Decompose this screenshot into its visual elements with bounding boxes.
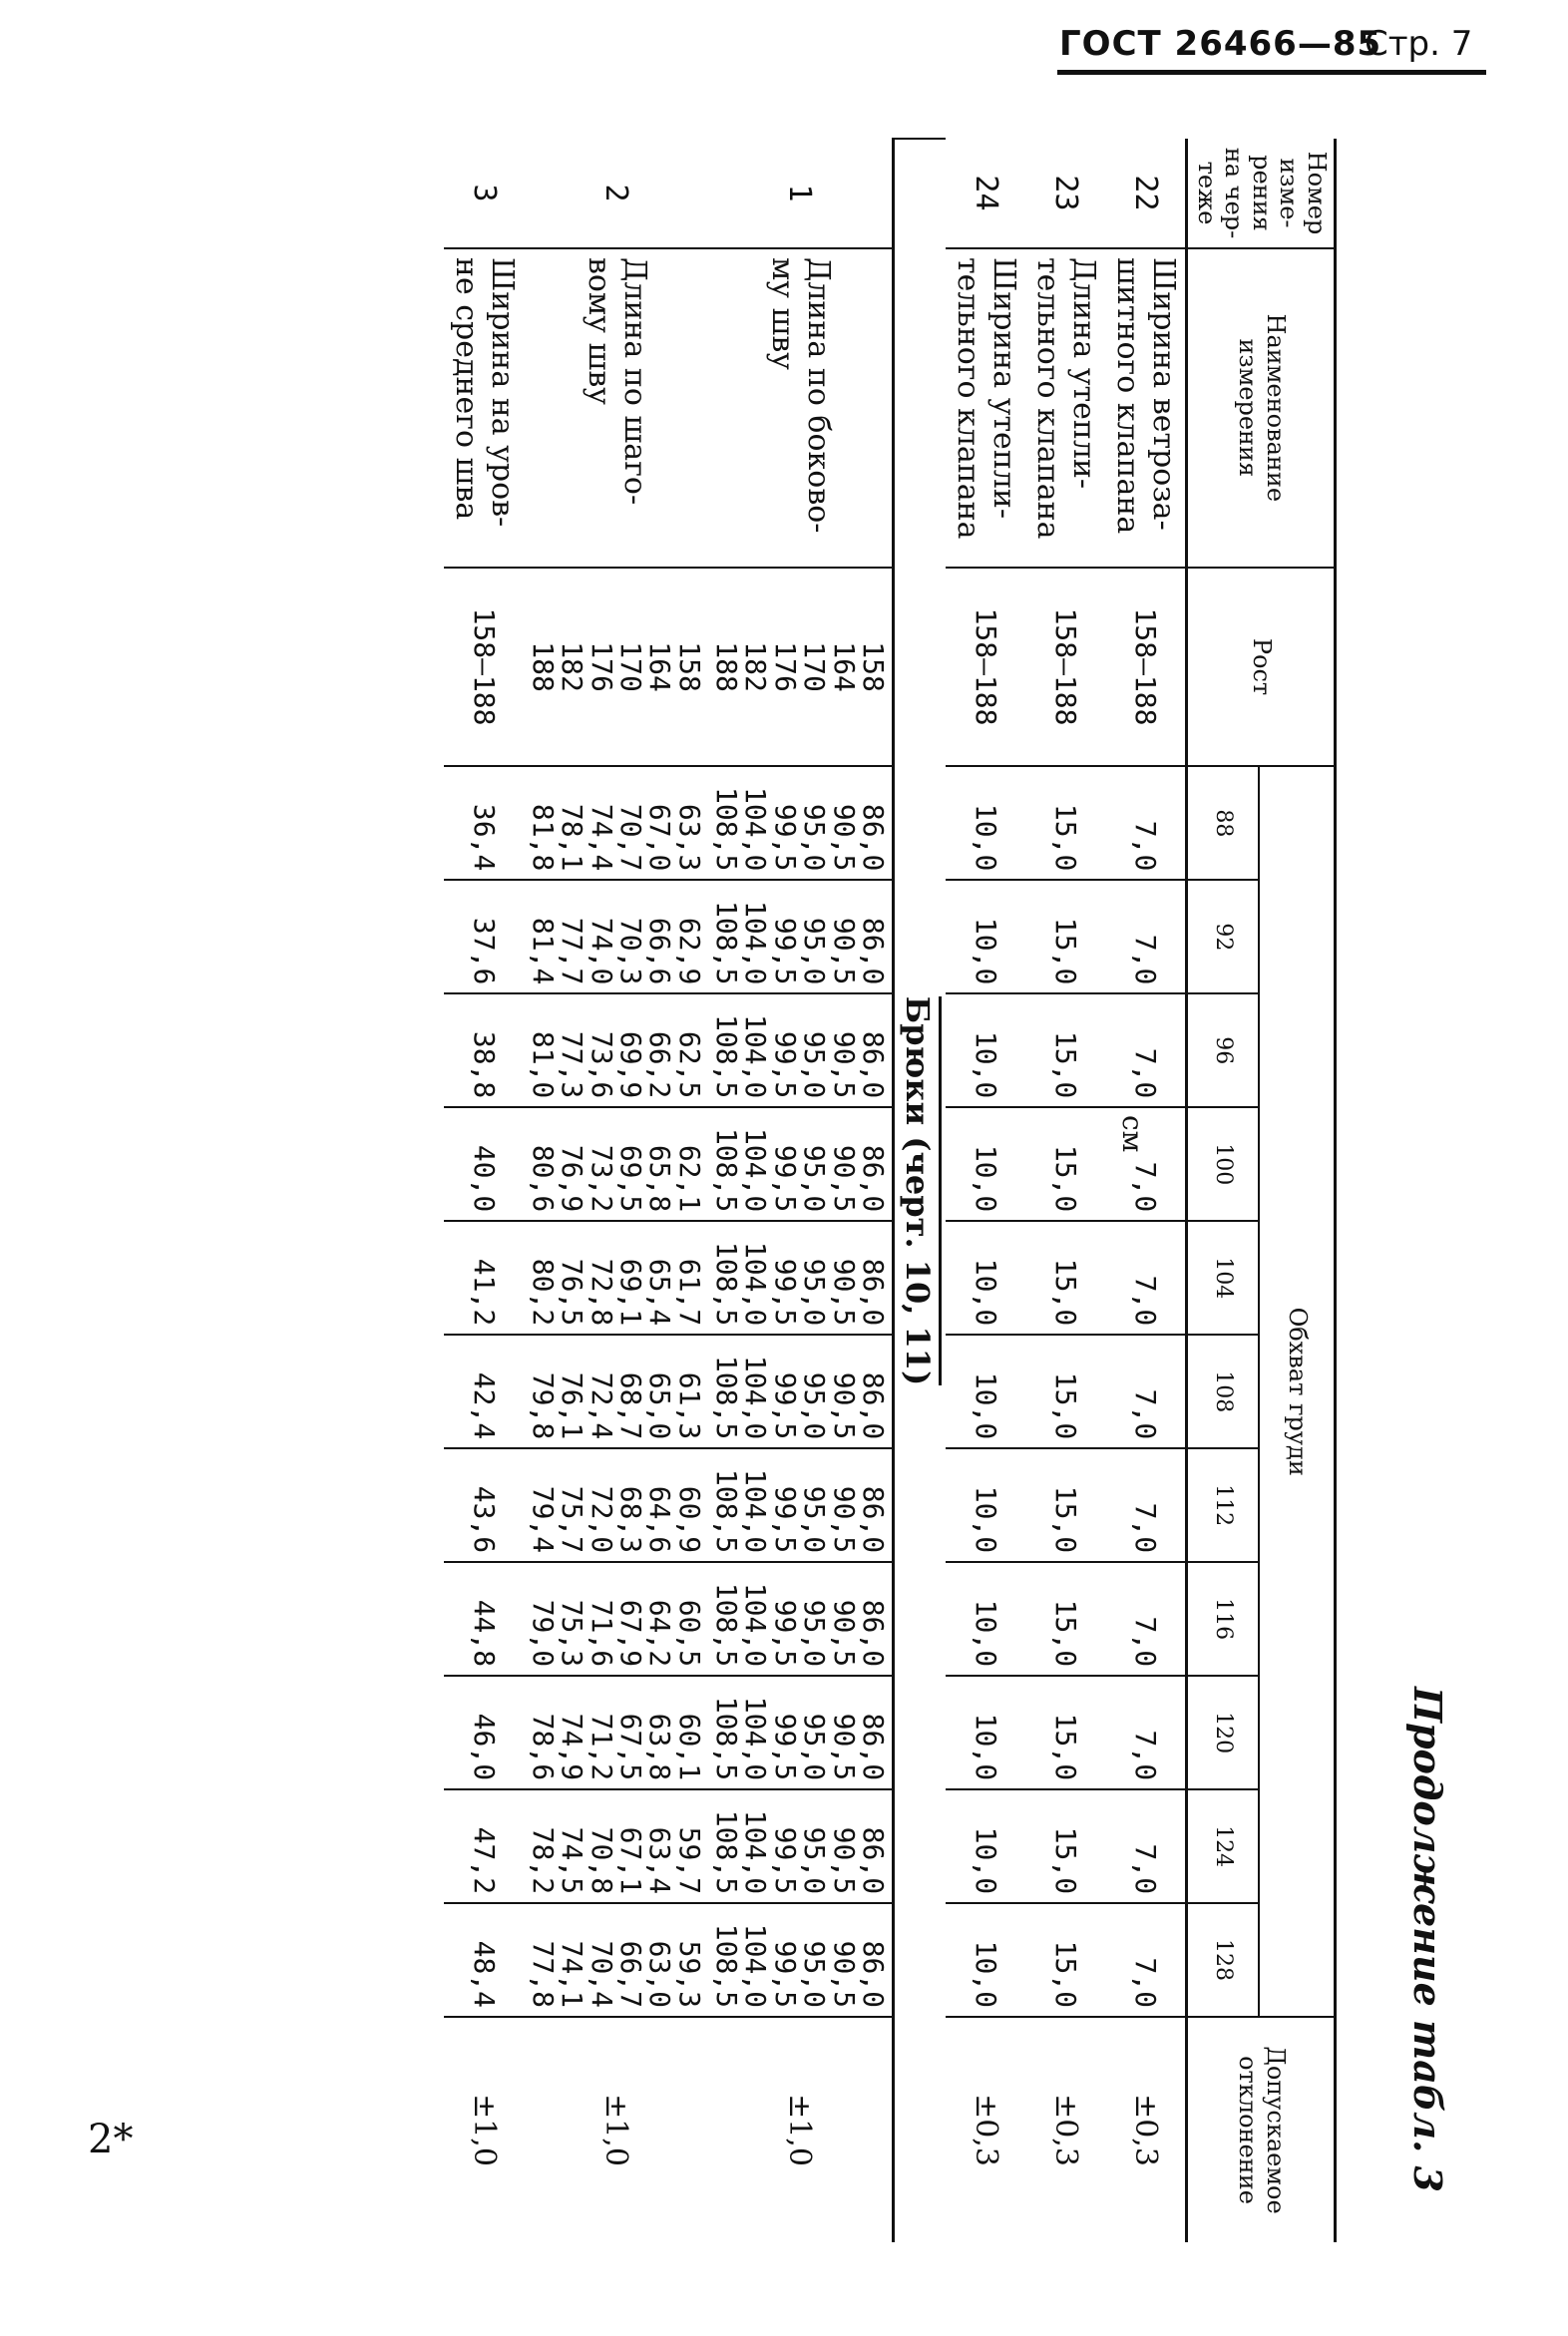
- size-value: 15,0: [1025, 1789, 1105, 1903]
- measure-number: 23: [1047, 175, 1083, 211]
- height-value: 158 164 170 176 182 188: [708, 568, 894, 767]
- measure-name: Ширина ветроза-шитного клапана: [1105, 248, 1187, 568]
- size-value: 47,2: [444, 1789, 524, 1903]
- tolerance-value: ±1,0: [708, 2017, 894, 2242]
- size-value: 10,0: [946, 1903, 1025, 2017]
- size-value: 15,0: [1025, 1676, 1105, 1789]
- size-value: 59,3 63,0 66,7 70,4 74,1 77,8: [524, 1903, 707, 2017]
- size-value: 62,5 66,2 69,9 73,6 77,3 81,0: [524, 993, 707, 1107]
- height-value: 158—188: [1025, 568, 1105, 767]
- tolerance-value: ±0,3: [1025, 2017, 1105, 2242]
- size-value: 15,0: [1025, 766, 1105, 880]
- size-value: 7,0: [1105, 1903, 1187, 2017]
- measure-number: 22: [1127, 175, 1163, 211]
- size-value: 86,0 90,5 95,0 99,5 104,0 108,5: [708, 1789, 894, 1903]
- table-continuation-title: Продолжение табл. 3: [1405, 1687, 1450, 2192]
- table-row: [1025, 139, 1105, 2242]
- size-value: 7,0: [1105, 1676, 1187, 1789]
- size-value: 10,0: [946, 1221, 1025, 1335]
- height-value: 158—188: [946, 568, 1025, 767]
- measure-number: 2: [598, 184, 634, 202]
- height-value: 158 164 170 176 182 188: [524, 568, 707, 767]
- chest-size-header: 120: [1187, 1676, 1259, 1789]
- chest-size-header: 96: [1187, 993, 1259, 1107]
- size-value: 41,2: [444, 1221, 524, 1335]
- size-value: 15,0: [1025, 993, 1105, 1107]
- section-title: Брюки (черт. 10, 11): [899, 996, 942, 1385]
- measure-number: 24: [968, 175, 1003, 211]
- header-chest: Обхват груди: [1259, 766, 1336, 2017]
- measure-number: 3: [466, 184, 502, 202]
- size-value: 86,0 90,5 95,0 99,5 104,0 108,5: [708, 1107, 894, 1221]
- size-value: 61,3 65,0 68,7 72,4 76,1 79,8: [524, 1335, 707, 1448]
- size-value: 86,0 90,5 95,0 99,5 104,0 108,5: [708, 993, 894, 1107]
- page-number: Стр. 7: [1365, 24, 1473, 64]
- chest-size-header: 112: [1187, 1448, 1259, 1562]
- size-value: 86,0 90,5 95,0 99,5 104,0 108,5: [708, 1335, 894, 1448]
- size-value: 15,0: [1025, 1903, 1105, 2017]
- size-value: 10,0: [946, 993, 1025, 1107]
- size-value: 62,1 65,8 69,5 73,2 76,9 80,6: [524, 1107, 707, 1221]
- measure-name: Длина по боково-му шву: [708, 248, 894, 568]
- chest-size-header: 124: [1187, 1789, 1259, 1903]
- tolerance-value: ±0,3: [1105, 2017, 1187, 2242]
- measurement-table: [444, 138, 1337, 2242]
- size-value: 86,0 90,5 95,0 99,5 104,0 108,5: [708, 1562, 894, 1676]
- table-row: [524, 139, 707, 2242]
- size-value: 60,9 64,6 68,3 72,0 75,7 79,4: [524, 1448, 707, 1562]
- unit-label: см: [1116, 1115, 1149, 1153]
- tolerance-value: ±0,3: [946, 2017, 1025, 2242]
- size-value: 44,8: [444, 1562, 524, 1676]
- chest-size-header: 100: [1187, 1107, 1259, 1221]
- height-value: 158—188: [444, 568, 524, 767]
- size-value: 15,0: [1025, 880, 1105, 993]
- measure-name: Ширина на уров-не среднего шва: [444, 248, 524, 568]
- size-value: 7,0: [1105, 1448, 1187, 1562]
- size-value: 59,7 63,4 67,1 70,8 74,5 78,2: [524, 1789, 707, 1903]
- size-value: 61,7 65,4 69,1 72,8 76,5 80,2: [524, 1221, 707, 1335]
- measure-number: 1: [708, 139, 894, 248]
- size-value: 43,6: [444, 1448, 524, 1562]
- table-row: [946, 139, 1025, 2242]
- chest-size-header: 104: [1187, 1221, 1259, 1335]
- size-value: 10,0: [946, 766, 1025, 880]
- size-value: 10,0: [946, 1448, 1025, 1562]
- size-value: 60,1 63,8 67,5 71,2 74,9 78,6: [524, 1676, 707, 1789]
- chest-size-header: 88: [1187, 766, 1259, 880]
- table-row: [1105, 139, 1187, 2242]
- size-value: 48,4: [444, 1903, 524, 2017]
- size-value: 10,0: [946, 880, 1025, 993]
- size-value: 15,0: [1025, 1448, 1105, 1562]
- size-value: 37,6: [444, 880, 524, 993]
- measure-name: Ширина утепли-тельного клапана: [946, 248, 1025, 568]
- size-value: 42,4: [444, 1335, 524, 1448]
- size-value: 40,0: [444, 1107, 524, 1221]
- tolerance-value: ±1,0: [524, 2017, 707, 2242]
- header-rule: [1057, 70, 1486, 75]
- table-row: [444, 139, 524, 2242]
- size-value: 63,3 67,0 70,7 74,4 78,1 81,8: [524, 766, 707, 880]
- size-value: 10,0: [946, 1789, 1025, 1903]
- header-num: Номер изме-рения на чер-теже: [1187, 139, 1336, 248]
- chest-size-header: 108: [1187, 1335, 1259, 1448]
- size-value: 7,0: [1105, 1789, 1187, 1903]
- size-value: 86,0 90,5 95,0 99,5 104,0 108,5: [708, 1448, 894, 1562]
- size-value: 7,0: [1105, 766, 1187, 880]
- tolerance-value: ±1,0: [444, 2017, 524, 2242]
- size-value: 60,5 64,2 67,9 71,6 75,3 79,0: [524, 1562, 707, 1676]
- size-value: 86,0 90,5 95,0 99,5 104,0 108,5: [708, 1221, 894, 1335]
- rotated-table-block: [170, 118, 1456, 2252]
- size-value: 62,9 66,6 70,3 74,0 77,7 81,4: [524, 880, 707, 993]
- size-value: 36,4: [444, 766, 524, 880]
- measure-name: Длина по шаго-вому шву: [524, 248, 707, 568]
- size-value: 15,0: [1025, 1107, 1105, 1221]
- size-value: 15,0: [1025, 1335, 1105, 1448]
- size-value: 86,0 90,5 95,0 99,5 104,0 108,5: [708, 880, 894, 993]
- size-value: 7,0: [1105, 1221, 1187, 1335]
- size-value: 7,0: [1105, 1562, 1187, 1676]
- size-value: 7,0: [1105, 993, 1187, 1107]
- size-value: 15,0: [1025, 1221, 1105, 1335]
- size-value: 7,0: [1105, 880, 1187, 993]
- size-value: 46,0: [444, 1676, 524, 1789]
- header-tolerance: Допускаемое отклонение: [1187, 2017, 1336, 2242]
- size-value: 10,0: [946, 1676, 1025, 1789]
- size-value: 10,0: [946, 1335, 1025, 1448]
- sheet-mark: 2*: [88, 2117, 134, 2162]
- section-row: [894, 139, 947, 2242]
- header-name: Наименование измерения: [1187, 248, 1336, 568]
- chest-size-header: 128: [1187, 1903, 1259, 2017]
- size-value: 10,0: [946, 1107, 1025, 1221]
- chest-size-header: 92: [1187, 880, 1259, 993]
- document-code: ГОСТ 26466—85: [1059, 24, 1382, 64]
- height-value: 158—188: [1105, 568, 1187, 767]
- measure-name: Длина утепли-тельного клапана: [1025, 248, 1105, 568]
- chest-size-header: 116: [1187, 1562, 1259, 1676]
- size-value: 7,0: [1105, 1107, 1187, 1221]
- size-value: 86,0 90,5 95,0 99,5 104,0 108,5: [708, 1903, 894, 2017]
- size-value: 86,0 90,5 95,0 99,5 104,0 108,5: [708, 1676, 894, 1789]
- size-value: 10,0: [946, 1562, 1025, 1676]
- size-value: 15,0: [1025, 1562, 1105, 1676]
- header-height: Рост: [1187, 568, 1336, 767]
- size-value: 38,8: [444, 993, 524, 1107]
- size-value: 86,0 90,5 95,0 99,5 104,0 108,5: [708, 766, 894, 880]
- table-row: [708, 139, 894, 2242]
- size-value: 7,0: [1105, 1335, 1187, 1448]
